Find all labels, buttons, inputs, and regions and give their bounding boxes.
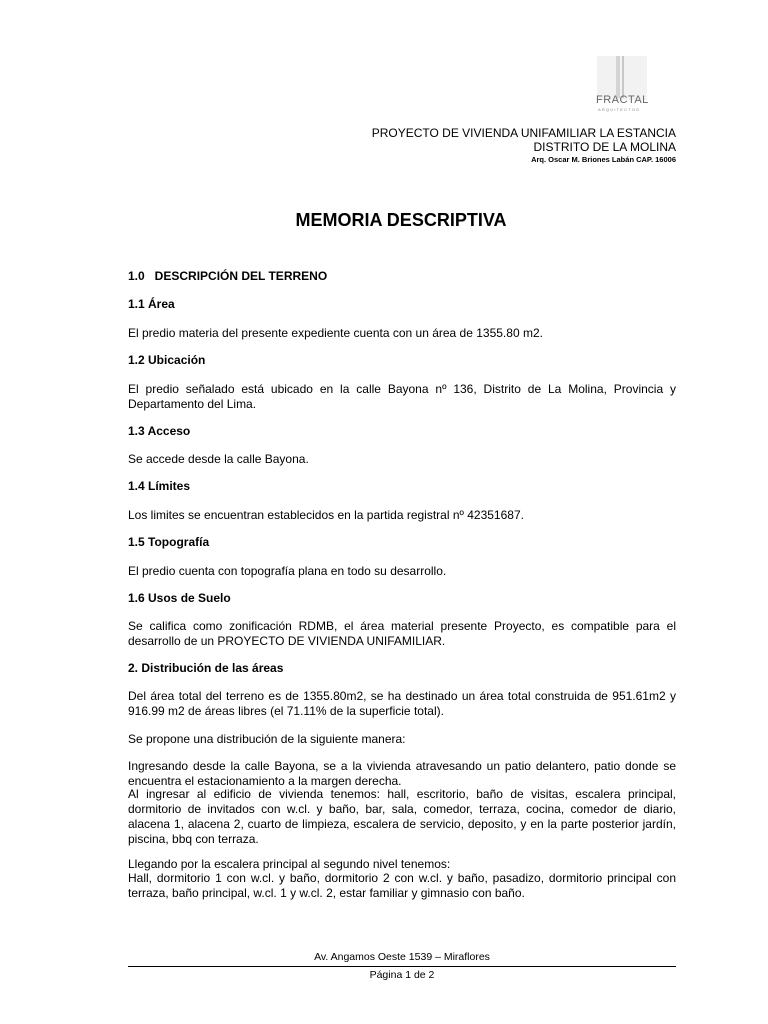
section-text: Se propone una distribución de la siguiente manera: xyxy=(128,732,406,746)
section-text: Se accede desde la calle Bayona. xyxy=(128,452,309,466)
section-heading: 1.1 Área xyxy=(128,297,175,311)
section-heading: 1.2 Ubicación xyxy=(128,353,206,367)
logo-name: FRACTAL xyxy=(596,94,649,106)
section-text: El predio materia del presente expediente cuenta con un área de 1355.80 m2. xyxy=(128,326,543,340)
section-text: Ingresando desde la calle Bayona, se a la vivienda atravesando un patio delantero, patio donde se encuentra el estacionamiento a la margen derecha. xyxy=(128,759,676,788)
section-text: Llegando por la escalera principal al segundo nivel tenemos: xyxy=(128,857,451,871)
section-text: Se califica como zonificación RDMB, el área material presente Proyecto, es compatible para el desarrollo de un PROYECTO DE VIVIENDA UNIFAMILIAR. xyxy=(128,619,676,648)
section-text: Los limites se encuentran establecidos en la partida registral nº 42351687. xyxy=(128,508,524,522)
footer-address: Av. Angamos Oeste 1539 – Miraflores xyxy=(314,951,490,963)
logo-subtitle: ARQUITECTOS xyxy=(598,107,641,112)
section-text: Del área total del terreno es de 1355.80m2, se ha destinado un área total construida de 951.61m2 y 916.99 m2 de áreas libres (el 71.11% de la superficie total). xyxy=(128,689,676,718)
section-text: El predio señalado está ubicado en la calle Bayona nº 136, Distrito de La Molina, Provincia y Departamento del Lima. xyxy=(128,382,676,411)
section-heading: 1.5 Topografía xyxy=(128,535,210,549)
section-heading: 1.3 Acceso xyxy=(128,424,191,438)
header-architect: Arq. Oscar M. Briones Labán CAP. 16006 xyxy=(531,155,676,164)
header-district: DISTRITO DE LA MOLINA xyxy=(533,140,676,154)
page-number: Página 1 de 2 xyxy=(369,969,435,981)
fractal-logo xyxy=(594,46,674,112)
section-heading: 2. Distribución de las áreas xyxy=(128,661,284,675)
header-project: PROYECTO DE VIVIENDA UNIFAMILIAR LA ESTANCIA xyxy=(371,126,676,140)
footer-divider xyxy=(128,966,676,967)
section-text: Hall, dormitorio 1 con w.cl. y baño, dormitorio 2 con w.cl. y baño, pasadizo, dormitorio principal con terraza, baño principal, w.cl. 1 y w.cl. 2, estar familiar y gimnasio con baño. xyxy=(128,871,676,900)
page-title: MEMORIA DESCRIPTIVA xyxy=(295,210,507,230)
section-heading: 1.0 DESCRIPCIÓN DEL TERRENO xyxy=(128,269,328,283)
section-text: El predio cuenta con topografía plana en todo su desarrollo. xyxy=(128,564,447,578)
section-heading: 1.4 Límites xyxy=(128,479,191,493)
section-text: Al ingresar al edificio de vivienda tenemos: hall, escritorio, baño de visitas, escalera principal, dormitorio de invitados con w.cl. y baño, bar, sala, comedor, terraza, cocina, comedor de diario, alacena 1, alacena 2, cuarto de limpieza, escalera de servicio, deposito, y en la parte posterior jardín, piscina, bbq con terraza. xyxy=(128,787,676,846)
section-heading: 1.6 Usos de Suelo xyxy=(128,591,231,605)
